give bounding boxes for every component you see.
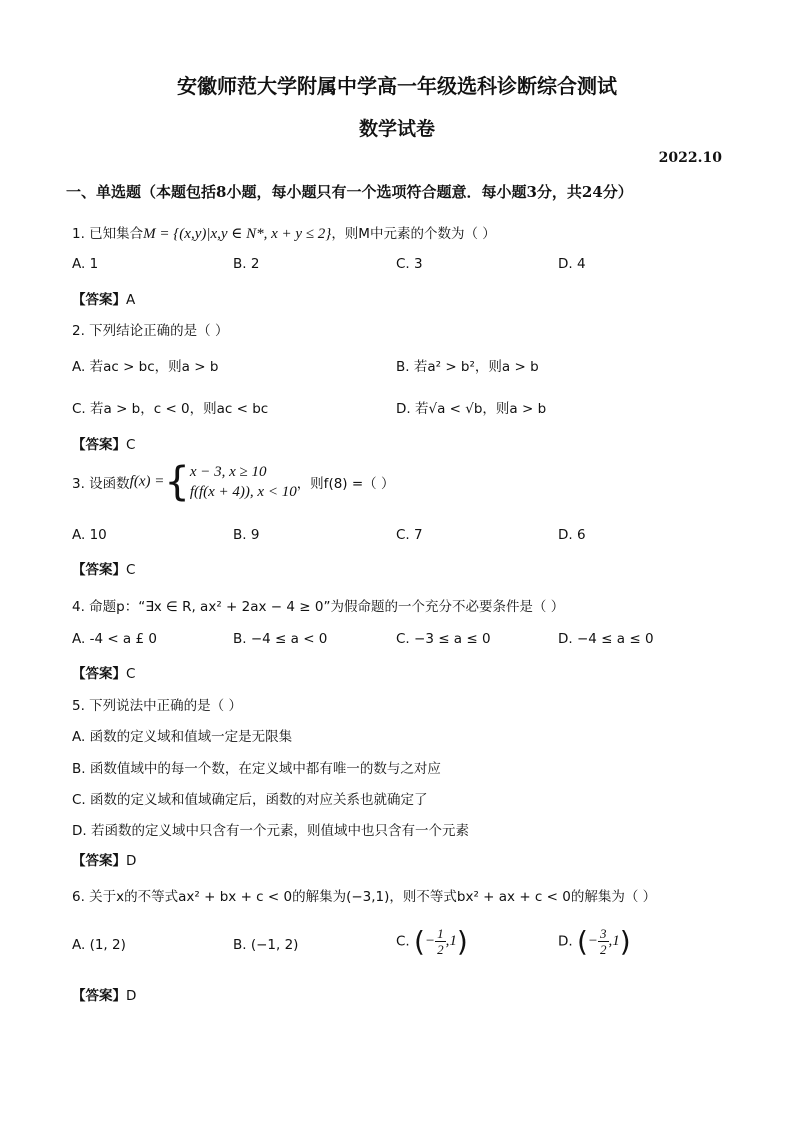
question-6-option-d [558, 925, 631, 958]
question-5-option-a: A. 函数的定义域和值域一定是无限集 [72, 729, 293, 745]
question-2-answer [72, 433, 135, 453]
question-4-option-b: B. −4 ≤ a < 0 [233, 631, 328, 647]
piecewise-cases [190, 462, 297, 502]
paren-open: ( [414, 925, 425, 958]
question-5-answer [72, 849, 136, 869]
frac-sign: − [587, 933, 599, 949]
question-2-option-b: B. 若a² > b²，则a > b [396, 359, 539, 375]
piecewise-brace: { [164, 459, 190, 505]
exam-subtitle: 数学试卷 [358, 118, 435, 140]
question-1-prefix: 1. 已知集合 [72, 226, 144, 242]
question-3-option-d: D. 6 [558, 527, 586, 543]
question-6-option-b: B. (−1, 2) [233, 937, 299, 953]
answer-value: C [126, 437, 136, 453]
answer-value: C [126, 666, 136, 682]
frac-sign: − [424, 933, 436, 949]
fraction [598, 926, 609, 957]
question-3-option-a: A. 10 [72, 527, 107, 543]
question-5-stem: 5. 下列说法中正确的是（ ） [72, 698, 242, 714]
answer-label: 【答案】 [72, 988, 126, 1004]
answer-label: 【答案】 [72, 853, 126, 869]
question-5-option-b: B. 函数值域中的每一个数，在定义域中都有唯一的数与之对应 [72, 761, 441, 777]
question-1-option-c: C. 3 [396, 256, 423, 272]
frac-rest: ,1 [445, 933, 457, 949]
question-1-answer [72, 288, 135, 308]
answer-value: D [126, 988, 137, 1004]
question-2-option-a: A. 若ac > bc，则a > b [72, 359, 219, 375]
question-2-stem: 2. 下列结论正确的是（ ） [72, 323, 229, 339]
question-3-answer [72, 558, 135, 578]
paren-open: ( [576, 925, 588, 958]
option-letter: D. [558, 933, 573, 950]
question-4-option-a: A. -4 < a £ 0 [72, 631, 157, 647]
answer-label: 【答案】 [72, 562, 126, 578]
question-3-stem [72, 459, 395, 506]
question-1-set: M = {(x,y)|x,y ∈ N*, x + y ≤ 2} [143, 226, 332, 242]
question-5-option-d: D. 若函数的定义域中只含有一个元素，则值域中也只含有一个元素 [72, 823, 469, 839]
frac-rest: ,1 [608, 933, 620, 949]
question-4-option-c: C. −3 ≤ a ≤ 0 [396, 631, 491, 647]
option-letter: C. [396, 933, 410, 950]
question-3-fx: f(x) = [129, 473, 165, 490]
answer-label: 【答案】 [72, 666, 126, 682]
question-5-option-c: C. 函数的定义域和值域确定后，函数的对应关系也就确定了 [72, 792, 428, 808]
fraction-denominator: 2 [600, 942, 607, 957]
question-4-answer [72, 662, 135, 682]
exam-title: 安徽师范大学附属中学高一年级选科诊断综合测试 [177, 74, 617, 98]
question-2-option-d: D. 若√a < √b，则a > b [396, 401, 547, 417]
question-1-option-d: D. 4 [558, 256, 586, 272]
question-4-stem: 4. 命题p：“∃x ∈ R, ax² + 2ax − 4 ≥ 0”为假命题的一个充分不必要条件是（ ） [72, 599, 565, 615]
question-3-prefix: 3. 设函数 [72, 476, 130, 492]
paren-close: ) [456, 925, 468, 958]
answer-label: 【答案】 [72, 292, 126, 308]
question-6-option-c [396, 925, 468, 958]
answer-label: 【答案】 [72, 437, 126, 453]
question-1-stem [72, 222, 496, 243]
fraction-denominator: 2 [437, 942, 444, 957]
answer-value: C [126, 562, 136, 578]
fraction [435, 926, 446, 957]
question-6-stem: 6. 关于x的不等式ax² + bx + c < 0的解集为(−3,1)，则不等式bx² + ax + c < 0的解集为（ ） [72, 889, 657, 905]
section-heading: 一、单选题（本题包括8小题，每小题只有一个选项符合题意．每小题3分，共24分） [66, 183, 633, 201]
piecewise-case-2: f(f(x + 4)), x < 10 [189, 484, 297, 500]
exam-date: 2022.10 [658, 150, 722, 166]
question-1-option-a: A. 1 [72, 256, 99, 272]
question-1-suffix: ，则M中元素的个数为（ ） [331, 226, 496, 242]
piecewise-case-1: x − 3, x ≥ 10 [189, 464, 267, 480]
answer-value: D [126, 853, 137, 869]
question-6-answer [72, 984, 136, 1004]
fraction-numerator: 1 [437, 926, 444, 941]
question-1-option-b: B. 2 [233, 256, 260, 272]
question-3-suffix: ，则f(8) =（ ） [296, 476, 395, 492]
question-3-option-c: C. 7 [396, 527, 423, 543]
question-3-option-b: B. 9 [233, 527, 260, 543]
question-6-option-a: A. (1, 2) [72, 937, 126, 953]
answer-value: A [126, 292, 136, 308]
question-2-option-c: C. 若a > b，c < 0，则ac < bc [72, 401, 269, 417]
question-4-option-d: D. −4 ≤ a ≤ 0 [558, 631, 654, 647]
fraction-numerator: 3 [600, 926, 607, 941]
paren-close: ) [619, 925, 631, 958]
